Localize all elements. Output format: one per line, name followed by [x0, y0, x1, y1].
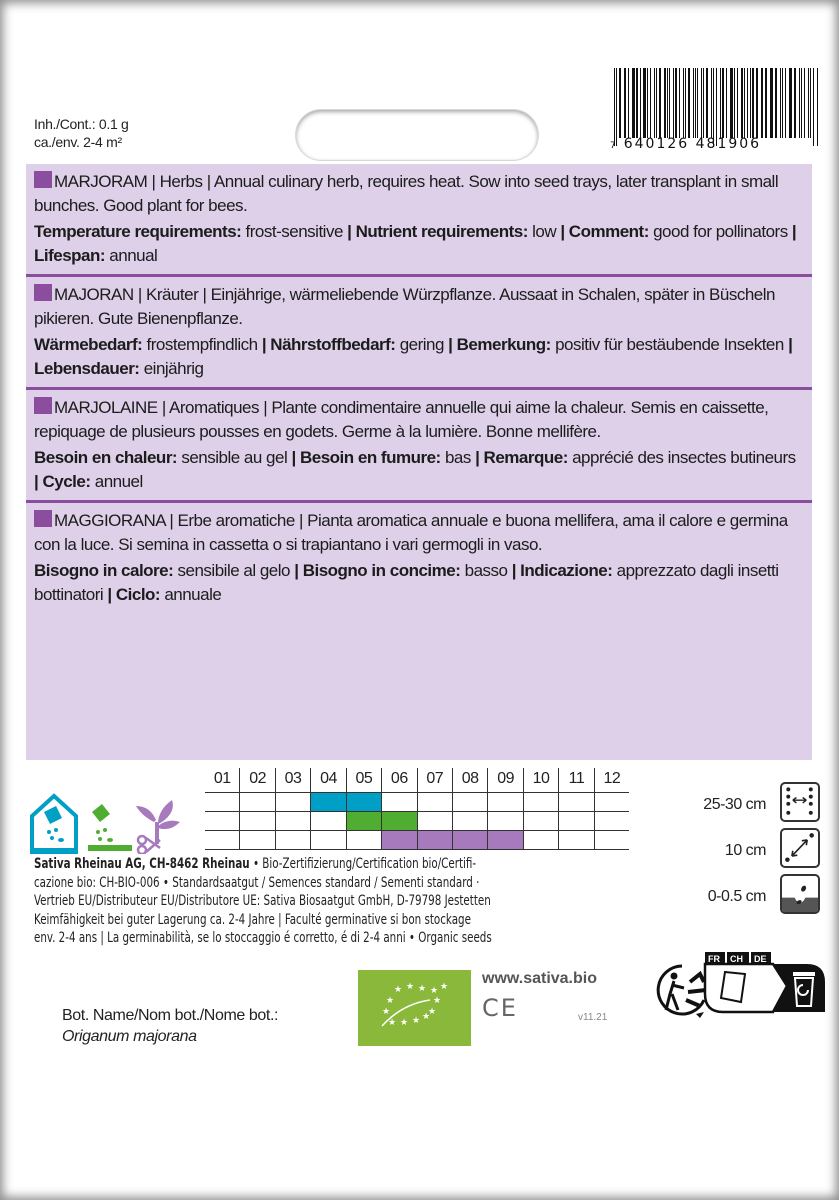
calendar-cell: [346, 812, 381, 830]
calendar-cell: [487, 831, 522, 849]
barcode-bar: [713, 68, 714, 146]
svg-text:DE: DE: [754, 954, 767, 964]
svg-text:★: ★: [428, 1007, 437, 1017]
barcode-bar: [722, 68, 724, 138]
barcode-bar: [683, 68, 684, 138]
calendar-cell: [310, 812, 345, 830]
calendar-cell: [239, 831, 274, 849]
calendar-cell: [417, 812, 452, 830]
properties: Temperature requirements: frost-sensitive | Nutrient requirements: low | Comment: good for pollinators | Lifespan: annual: [34, 222, 797, 265]
barcode-bar: [762, 68, 763, 138]
barcode-digits: 7 640126 481906: [610, 136, 762, 152]
barcode-bar: [616, 68, 617, 146]
barcode-bar: [650, 68, 651, 138]
ce-mark-icon: CE: [482, 994, 518, 1022]
barcode-bar: [711, 68, 712, 138]
barcode-bar: [775, 68, 776, 138]
barcode: [610, 68, 825, 156]
svg-text:★: ★: [394, 985, 403, 995]
barcode-bars: [614, 68, 819, 138]
month-label: 11: [558, 768, 593, 792]
section-german: MAJORAN | Kräuter | Einjährige, wärmeliebende Würzpflanze. Aussaat in Schalen, später in Büscheln pikieren. Gute Bienenpflanze. Wärmebedarf: frostempfindlich | Nährstoffbedarf: gering | Bemerkung: positiv für bestäubende Insekten | Lebensdauer: einjährig: [26, 277, 812, 390]
month-label: 10: [523, 768, 558, 792]
properties: Besoin en chaleur: sensible au gel | Besoin en fumure: bas | Remarque: apprécié des insectes butineurs | Cycle: annuel: [34, 448, 796, 491]
barcode-bar: [625, 68, 626, 138]
barcode-bar: [640, 68, 641, 138]
calendar-cell: [275, 812, 310, 830]
svg-text:★: ★: [430, 986, 439, 996]
calendar-cell: [487, 793, 522, 811]
hang-hole: [296, 110, 538, 160]
barcode-bar: [675, 68, 677, 138]
content-info: [34, 115, 129, 151]
barcode-bar: [810, 68, 811, 138]
calendar-rows: [205, 793, 629, 850]
legal-info: Sativa Rheinau AG, CH-8462 Rheinau • Bio-Zertifizierung/Certification bio/Certifi- cazione bio: CH-BIO-006 • Standardsaatgut / Semences standard / Sementi standard · Vertrieb EU/Distributeur EU/Distributore UE: Sativa Biosaatgut GmbH, D-79798 Jestetten Keimfähigkeit bei guter Lagerung ca. 2-4 Jahre | Faculté germinative si bon stockage env. 2-4 ans | La germinabilità, se lo stoccaggio é corretto, é di 2-4 anni • Organic seeds: [34, 856, 492, 946]
barcode-bar: [720, 68, 721, 138]
calendar-cell: [381, 812, 416, 830]
barcode-bar: [770, 68, 771, 138]
calendar-cell: [346, 831, 381, 849]
sow-indoors-icon: [32, 796, 76, 853]
barcode-bar: [737, 68, 738, 138]
month-label: 09: [487, 768, 522, 792]
sowing-depth: 0-0.5 cm: [640, 874, 820, 920]
calendar-cell: [594, 812, 629, 830]
purple-square-marker: [34, 397, 52, 414]
calendar-cell: [452, 793, 487, 811]
calendar-cell: [205, 793, 239, 811]
eu-organic-logo-icon: [358, 970, 471, 1046]
calendar-cell: [523, 793, 558, 811]
barcode-bar: [632, 68, 635, 138]
barcode-bar: [813, 68, 814, 146]
month-label: 02: [239, 768, 274, 792]
calendar-cell: [381, 831, 416, 849]
section-english: MARJORAM | Herbs | Annual culinary herb, requires heat. Sow into seed trays, later transplant in small bunches. Good plant for bees. Temperature requirements: frost-sensitive | Nutrient requirements: low | Comment: good for pollinators | Lifespan: annual: [26, 164, 812, 277]
barcode-bar: [647, 68, 648, 138]
calendar-cell: [523, 812, 558, 830]
calendar-cell: [594, 831, 629, 849]
calendar-cell: [594, 793, 629, 811]
calendar-cell: [310, 831, 345, 849]
barcode-bar: [695, 68, 696, 138]
cultivation-icons: [30, 792, 190, 854]
barcode-bar: [747, 68, 748, 138]
month-label: 12: [594, 768, 629, 792]
month-label: 03: [275, 768, 310, 792]
svg-text:★: ★: [422, 1012, 431, 1022]
calendar-months: [205, 768, 629, 793]
barcode-bar: [744, 68, 745, 138]
purple-square-marker: [34, 171, 52, 188]
barcode-bar: [654, 68, 655, 138]
svg-text:CH: CH: [730, 954, 743, 964]
harvest-icon: [136, 800, 180, 854]
calendar-row-sow-indoors: [205, 793, 629, 812]
svg-text:★: ★: [433, 996, 442, 1006]
properties: Wärmebedarf: frostempfindlich | Nährstoffbedarf: gering | Bemerkung: positiv für bestäubende Insekten | Lebensdauer: einjährig: [34, 335, 793, 378]
calendar-cell: [381, 793, 416, 811]
month-label: 08: [452, 768, 487, 792]
barcode-bar: [659, 68, 661, 138]
calendar-cell: [558, 812, 593, 830]
calendar-cell: [239, 793, 274, 811]
barcode-bar: [667, 68, 668, 138]
barcode-bar: [730, 68, 733, 138]
plant-spacing: 10 cm: [640, 828, 820, 874]
section-italian: MAGGIORANA | Erbe aromatiche | Pianta aromatica annuale e buona mellifera, ama il calore e germina con la luce. Si semina in cassetta o si trapiantano i vari germogli in vaso. Bisogno in calore: sensibile al gelo | Bisogno in concime: basso | Indicazione: apprezzato dagli insetti bottinatori | Ciclo: annuale: [26, 503, 812, 613]
spacing-info: [640, 782, 820, 920]
barcode-bar: [703, 68, 704, 138]
barcode-bar: [688, 68, 689, 138]
barcode-bar: [656, 68, 657, 138]
barcode-bar: [701, 68, 702, 138]
plant-spacing-icon: [780, 828, 820, 868]
section-french: MARJOLAINE | Aromatiques | Plante condimentaire annuelle qui aime la chaleur. Semis en caissette, repiquage de plusieurs pousses en godets. Germe à la lumière. Bonne mellifère. Besoin en chaleur: sensible au gel | Besoin en fumure: bas | Remarque: apprécié des insectes butineurs | Cycle: annuel: [26, 390, 812, 503]
coverage-area: ca./env. 2-4 m²: [34, 134, 122, 150]
month-label: 05: [346, 768, 381, 792]
calendar-row-sow-outdoors: [205, 812, 629, 831]
barcode-bar: [817, 68, 818, 146]
barcode-bar: [771, 68, 773, 138]
barcode-bar: [741, 68, 742, 138]
svg-text:★: ★: [400, 1018, 409, 1028]
purple-square-marker: [34, 284, 52, 301]
month-label: 07: [417, 768, 452, 792]
info-tri-sorting-icon: [703, 950, 827, 1014]
svg-text:★: ★: [386, 996, 395, 1006]
barcode-bar: [801, 68, 802, 138]
barcode-bar: [726, 68, 727, 138]
version-label: v11.21: [578, 1012, 608, 1023]
barcode-bar: [780, 68, 781, 138]
barcode-bar: [761, 68, 762, 138]
barcode-bar: [782, 68, 783, 138]
barcode-bar: [734, 68, 735, 138]
barcode-bar: [614, 68, 615, 146]
purple-square-marker: [34, 510, 52, 527]
botanical-name: Bot. Name/Nom bot./Nome bot.: Origanum majorana: [62, 1007, 279, 1045]
calendar-cell: [558, 793, 593, 811]
calendar-cell: [452, 831, 487, 849]
barcode-bar: [636, 68, 637, 138]
cultivation-calendar: [205, 768, 629, 852]
calendar-cell: [452, 812, 487, 830]
barcode-bar: [693, 68, 694, 138]
calendar-cell: [275, 793, 310, 811]
sow-outdoors-icon: [88, 804, 132, 851]
description-panel: [26, 164, 812, 760]
barcode-bar: [673, 68, 674, 138]
website-link[interactable]: www.sativa.bio: [482, 970, 597, 987]
content-weight: Inh./Cont.: 0.1 g: [34, 116, 129, 132]
barcode-bar: [799, 68, 800, 138]
barcode-bar: [619, 68, 620, 138]
barcode-bar: [624, 68, 625, 138]
month-label: 06: [381, 768, 416, 792]
svg-text:★: ★: [412, 1016, 421, 1026]
barcode-bar: [750, 68, 751, 138]
barcode-bar: [685, 68, 686, 138]
barcode-bar: [716, 68, 717, 146]
row-spacing-icon: [780, 782, 820, 822]
calendar-cell: [558, 831, 593, 849]
barcode-bar: [643, 68, 645, 138]
barcode-bar: [697, 68, 698, 138]
properties: Bisogno in calore: sensibile al gelo | Bisogno in concime: basso | Indicazione: apprezzato dagli insetti bottinatori | Ciclo: annuale: [34, 561, 779, 604]
row-spacing: 25-30 cm: [640, 782, 820, 828]
month-label: 01: [213, 770, 231, 787]
barcode-bar: [669, 68, 670, 138]
calendar-cell: [523, 831, 558, 849]
calendar-cell: [205, 812, 239, 830]
barcode-bar: [804, 68, 805, 138]
svg-text:FR: FR: [708, 954, 720, 964]
calendar-cell: [346, 793, 381, 811]
barcode-bar: [664, 68, 665, 138]
svg-text:★: ★: [418, 984, 427, 994]
svg-text:★: ★: [388, 1018, 397, 1028]
barcode-bar: [790, 68, 791, 138]
barcode-bar: [752, 68, 753, 138]
month-label: 04: [310, 768, 345, 792]
svg-text:★: ★: [406, 982, 415, 992]
calendar-cell: [310, 793, 345, 811]
barcode-bar: [785, 68, 786, 138]
barcode-bar: [628, 68, 629, 138]
barcode-bar: [706, 68, 708, 138]
barcode-bar: [794, 68, 796, 138]
barcode-bar: [789, 68, 790, 138]
calendar-cell: [417, 793, 452, 811]
svg-text:★: ★: [382, 1007, 391, 1017]
barcode-bar: [808, 68, 809, 138]
svg-text:★: ★: [440, 982, 449, 992]
barcode-bar: [756, 68, 758, 138]
calendar-row-harvest: [205, 831, 629, 850]
calendar-cell: [205, 831, 239, 849]
sowing-depth-icon: [780, 874, 820, 914]
calendar-cell: [275, 831, 310, 849]
calendar-cell: [239, 812, 274, 830]
barcode-bar: [765, 68, 766, 138]
barcode-bar: [679, 68, 680, 138]
calendar-cell: [417, 831, 452, 849]
calendar-cell: [487, 812, 522, 830]
